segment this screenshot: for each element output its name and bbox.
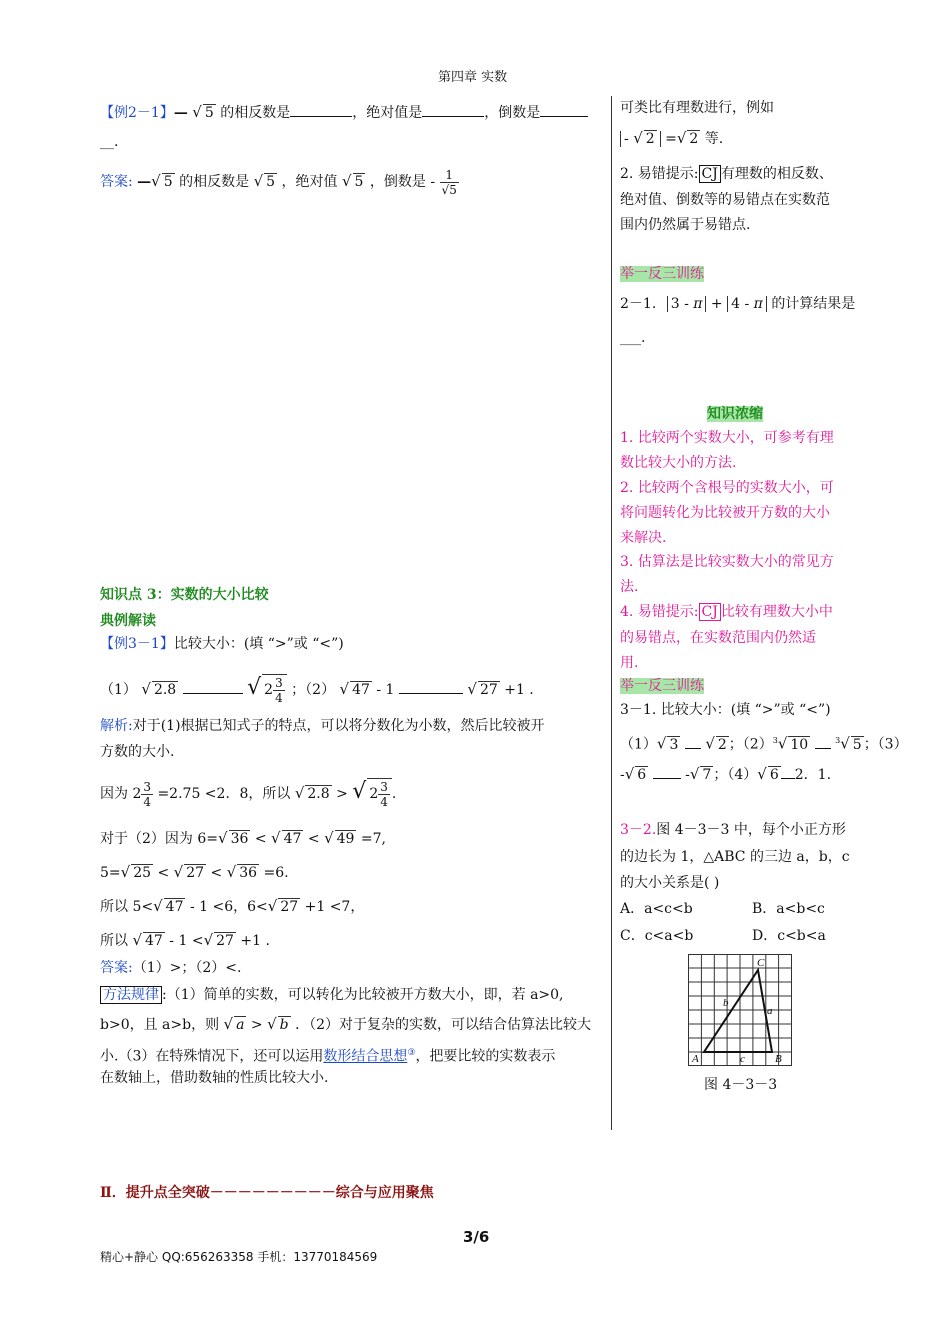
analysis-line-7: 所以 √ 47 - 1 <√ 27 +1 . — [100, 931, 270, 949]
knowledge-2b: 将问题转化为比较被开方数的大小 — [620, 505, 830, 521]
example-3-1-question: 【例3－1】比较大小：(填 “>”或 “<”) — [100, 636, 344, 652]
method-label: 方法规律 — [100, 986, 162, 1004]
method-line-2: b>0，且 a>b，则 √ a > √ b ．（2）对于复杂的实数，可以结合估算法比较大 — [100, 1015, 591, 1033]
right-cont-line-1: 可类比有理数进行，例如 — [620, 100, 774, 116]
side-b-label: b — [723, 997, 729, 1009]
vertex-a-label: A — [692, 1053, 699, 1065]
method-line-4: 在数轴上，借助数轴的性质比较大小. — [100, 1070, 329, 1086]
page-number: 3/6 — [463, 1228, 490, 1246]
example-analysis-heading: 典例解读 — [100, 613, 156, 629]
section-2-heading: Ⅱ．提升点全突破－－－－－－－－－综合与应用聚焦 — [100, 1185, 434, 1201]
knowledge-point-3-title: 知识点 3：实数的大小比较 — [100, 587, 269, 603]
knowledge-summary-title: 知识浓缩 — [707, 406, 763, 422]
option-a: A．a<c<b — [620, 901, 693, 917]
example-2-1-question: 【例2－1】— √ 5 的相反数是 ，绝对值是 ，倒数是 — [100, 100, 588, 126]
idea-link[interactable]: 数形结合思想 — [323, 1048, 408, 1065]
vertex-c-label: C — [757, 957, 765, 969]
knowledge-1b: 数比较大小的方法. — [620, 455, 737, 471]
analysis-line-6: 所以 5<√ 47 - 1 <6，6<√ 27 +1 <7， — [100, 897, 365, 915]
side-c-label: c — [740, 1053, 745, 1065]
tip-2-line-3: 围内仍然属于易错点. — [620, 217, 751, 233]
training-3-1-parts-2: -√ 6 -√ 7 ；（4）√ 6 2．1. — [620, 765, 832, 783]
knowledge-4a: 4. 易错提示: CJ 比较有理数大小中 — [620, 604, 833, 620]
example-3-1-parts: （1） √ 2.8 √ 2 $\frac{3}{4}$ ；（2） √ 47 - 1 √ 27 +1 . — [100, 675, 534, 705]
analysis-line-5: 5=√ 25 < √ 27 < √ 36 =6. — [100, 863, 289, 881]
question-3-2-line-2: 的边长为 1，△ABC 的三边 a，b，c — [620, 849, 850, 865]
knowledge-2c: 来解决. — [620, 530, 667, 546]
tip-2-line-2: 绝对值、倒数等的易错点在实数范 — [620, 192, 830, 208]
training-2-1-question: 2－1. 3 - π + 4 - π 的计算结果是 — [620, 296, 856, 312]
figure-caption: 图 4－3－3 — [704, 1077, 778, 1093]
training-2-1-blank: ___. — [620, 330, 646, 346]
right-cont-line-2: - √ 2 =√ 2 等. — [620, 126, 723, 152]
example-2-1-answer: 答案: —√ 5 的相反数是 √ 5 ，绝对值 √ 5 ，倒数是 - $\frac{1}{√5}$ — [100, 167, 457, 197]
method-line-1: 方法规律 :（1）简单的实数，可以转化为比较被开方数大小，即，若 a>0, — [100, 983, 564, 1008]
option-b: B．a<b<c — [752, 901, 825, 917]
knowledge-4d: 用. — [620, 655, 639, 671]
side-a-label: a — [767, 1005, 773, 1017]
option-c: C．c<a<b — [620, 928, 694, 944]
question-3-2-line-1: 3－2.图 4－3－3 中，每个小正方形 — [620, 822, 846, 838]
training-1-title: 举一反三训练 — [620, 266, 704, 282]
tip-2-line-1: 2. 易错提示: CJ 有理数的相反数、 — [620, 166, 833, 182]
analysis-line-2: 方数的大小. — [100, 744, 175, 760]
cj-box: CJ — [699, 165, 721, 183]
page-header-title: 第四章 实数 — [438, 70, 508, 85]
training-3-1-parts-1: （1）√ 3 √ 2 ；$(2)^3√$ 10 $^3$√ 5 ；（3） — [620, 734, 908, 753]
example-label: 【例2－1】 — [100, 105, 174, 121]
question-3-2-line-3: 的大小关系是( ) — [620, 875, 720, 891]
analysis-line-1: 解析:对于(1)根据已知式子的特点，可以将分数化为小数，然后比较被开 — [100, 718, 545, 734]
knowledge-2a: 2. 比较两个含根号的实数大小，可 — [620, 480, 834, 496]
figure-4-3-3 — [688, 954, 792, 1066]
knowledge-4c: 的易错点，在实数范围内仍然适 — [620, 630, 816, 646]
knowledge-3a: 3. 估算法是比较实数大小的常见方 — [620, 554, 834, 570]
knowledge-3b: 法. — [620, 579, 639, 595]
analysis-line-4: 对于（2）因为 6=√ 36 < √ 47 < √ 49 =7, — [100, 829, 386, 847]
example-2-1-tail: __. — [100, 134, 119, 150]
footer-contact: 精心+静心 QQ:656263358 手机：13770184569 — [100, 1250, 378, 1264]
column-divider — [611, 96, 612, 1130]
option-d: D．c<b<a — [752, 928, 826, 944]
training-3-1-question: 3－1. 比较大小：(填 “>”或 “<”) — [620, 702, 831, 718]
training-2-title: 举一反三训练 — [620, 678, 704, 694]
vertex-b-label: B — [775, 1053, 782, 1065]
answer-3-1: 答案:（1）>；（2）<. — [100, 960, 242, 976]
analysis-line-3: 因为 2 $\frac{3}{4}$ =2.75 <2．8，所以 √ 2.8 > √ 2 $\frac{3}{4}$ . — [100, 779, 397, 809]
knowledge-1a: 1. 比较两个实数大小，可参考有理 — [620, 430, 834, 446]
method-line-3: 小.（3）在特殊情况下，还可以运用数形结合思想③，把要比较的实数表示 — [100, 1048, 556, 1065]
